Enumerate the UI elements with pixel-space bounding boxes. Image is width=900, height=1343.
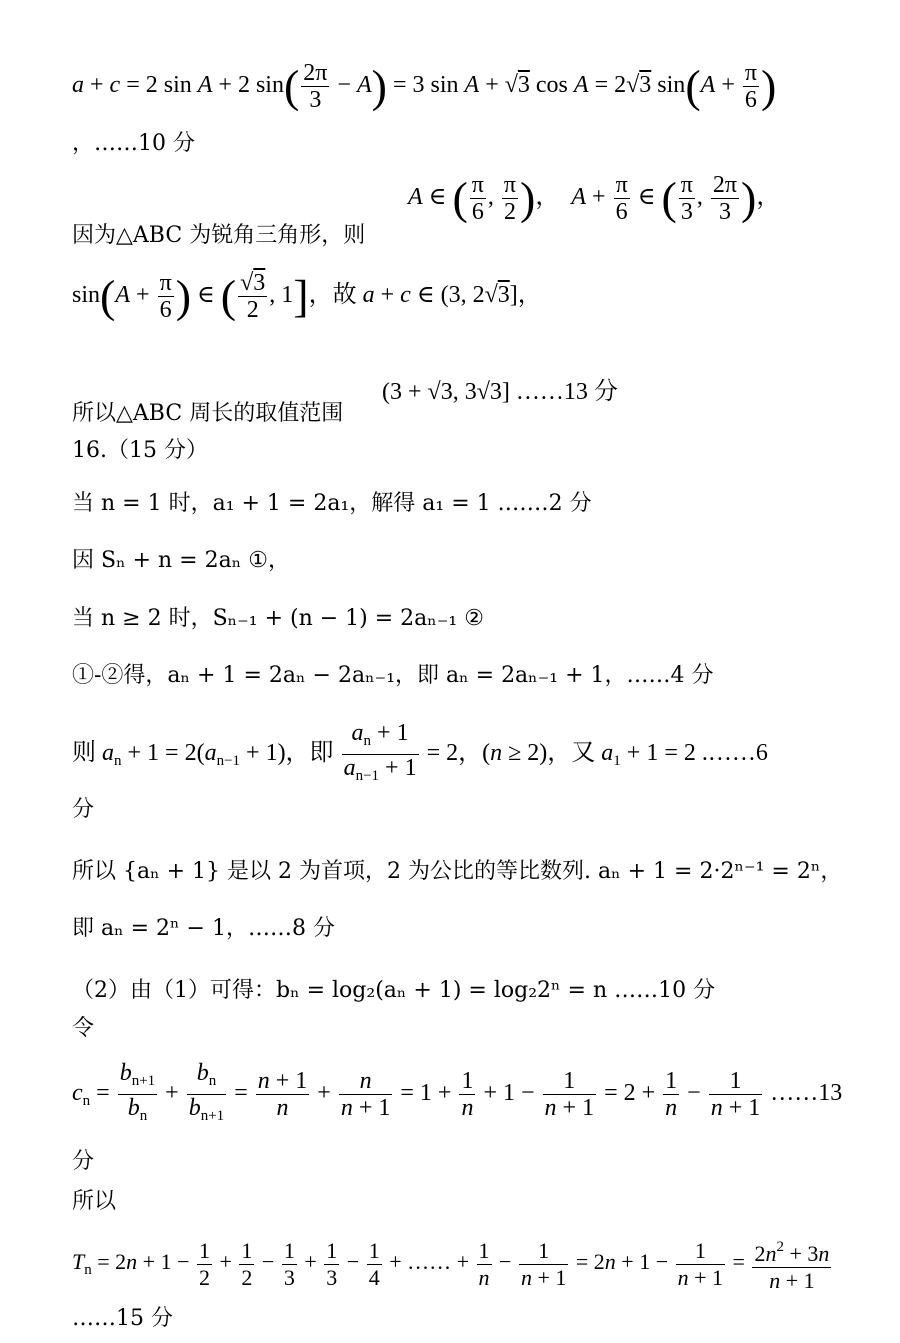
- therefore-text: 所以: [72, 1189, 117, 1214]
- problem-16-header: 16.（15 分）: [72, 438, 208, 463]
- step-n-ge-2: 当 n ≥ 2 时，Sₙ₋₁ + (n − 1) = 2aₙ₋₁ ②: [72, 606, 484, 631]
- acute-triangle-text: 因为△ABC 为锐角三角形，则: [72, 223, 366, 248]
- angle-range-equation: A ∈ ( $\frac{\pi}{6}$ , $\frac{\pi}{2}$ )， A + $\frac{\pi}{6}$ ∈ ( $\frac{\pi}{3}$ , $\frac{2\pi}{3}$ )，: [408, 172, 781, 225]
- step-n-equals-1: 当 n = 1 时，a₁ + 1 = 2a₁，解得 a₁ = 1 .……2 分: [72, 491, 592, 516]
- step-subtract: ①-②得，aₙ + 1 = 2aₙ − 2aₙ₋₁，即 aₙ = 2aₙ₋₁ + 1，……4 分: [72, 663, 714, 688]
- score-6-suffix: 分: [72, 797, 95, 822]
- step-geometric-sequence: 所以 {aₙ + 1} 是以 2 为首项，2 为公比的等比数列. aₙ + 1 = 2·2ⁿ⁻¹ = 2ⁿ，: [72, 859, 843, 884]
- part-2-bn: （2）由（1）可得：bₙ = log₂(aₙ + 1) = log₂2ⁿ = n ……10 分: [72, 978, 716, 1003]
- score-10: ，……10 分: [72, 131, 195, 156]
- score-15: ……15 分: [72, 1306, 173, 1331]
- perimeter-range-text: 所以△ABC 周长的取值范围: [72, 401, 344, 426]
- perimeter-range-value: (3 + √3, 3√3] ……13 分: [382, 379, 618, 405]
- step-sn-relation: 因 Sₙ + n = 2aₙ ①，: [72, 548, 290, 573]
- step-geometric-ratio: 则 $a_n + 1 = 2(a_{n-1} + 1)$，即 $\frac{a_n + 1}{a_{n-1} + 1}$ = 2，(n ≥ 2)，又 $a_1 + 1 = 2$ .……6: [72, 720, 768, 784]
- equation-cn: $c_n$ = $\frac{b_{n+1}}{b_n}$ + $\frac{b_n}{b_{n+1}}$ = $\frac{n + 1}{n}$ + $\frac{n}{n + 1}$ = 1 + $\frac{1}{n}$ + 1 − $\frac{1}{n + 1}$ = 2 + $\frac{1}{n}$ − $\frac{1}{n + 1}$ ……13: [72, 1060, 843, 1124]
- score-13-suffix: 分: [72, 1149, 95, 1174]
- step-an-formula: 即 aₙ = 2ⁿ − 1，……8 分: [72, 916, 335, 941]
- equation-tn: $T_n = 2n + 1$ − $\frac{1}{2}$ + $\frac{1}{2}$ − $\frac{1}{3}$ + $\frac{1}{3}$ − $\frac{1}{4}$ + …… + $\frac{1}{n}$ − $\frac{1}{n + 1}$ = 2n + 1 − $\frac{1}{n + 1}$ = $\frac{2n^2 + 3n}{n + 1}$: [72, 1234, 880, 1294]
- let-text: 令: [72, 1016, 95, 1041]
- equation-a-plus-c: a + c = 2 sin A + 2 sin( $\frac{2\pi}{3}$ − A) = 3 sin A + √3 cos A = 2√3 sin(A + $\frac{\pi}{6}$ ): [72, 60, 777, 113]
- sine-range-equation: sin(A + $\frac{\pi}{6}$ ) ∈ ( $\frac{√3}{2}$ , 1]，故 a + c ∈ (3, 2√3]，: [72, 270, 542, 323]
